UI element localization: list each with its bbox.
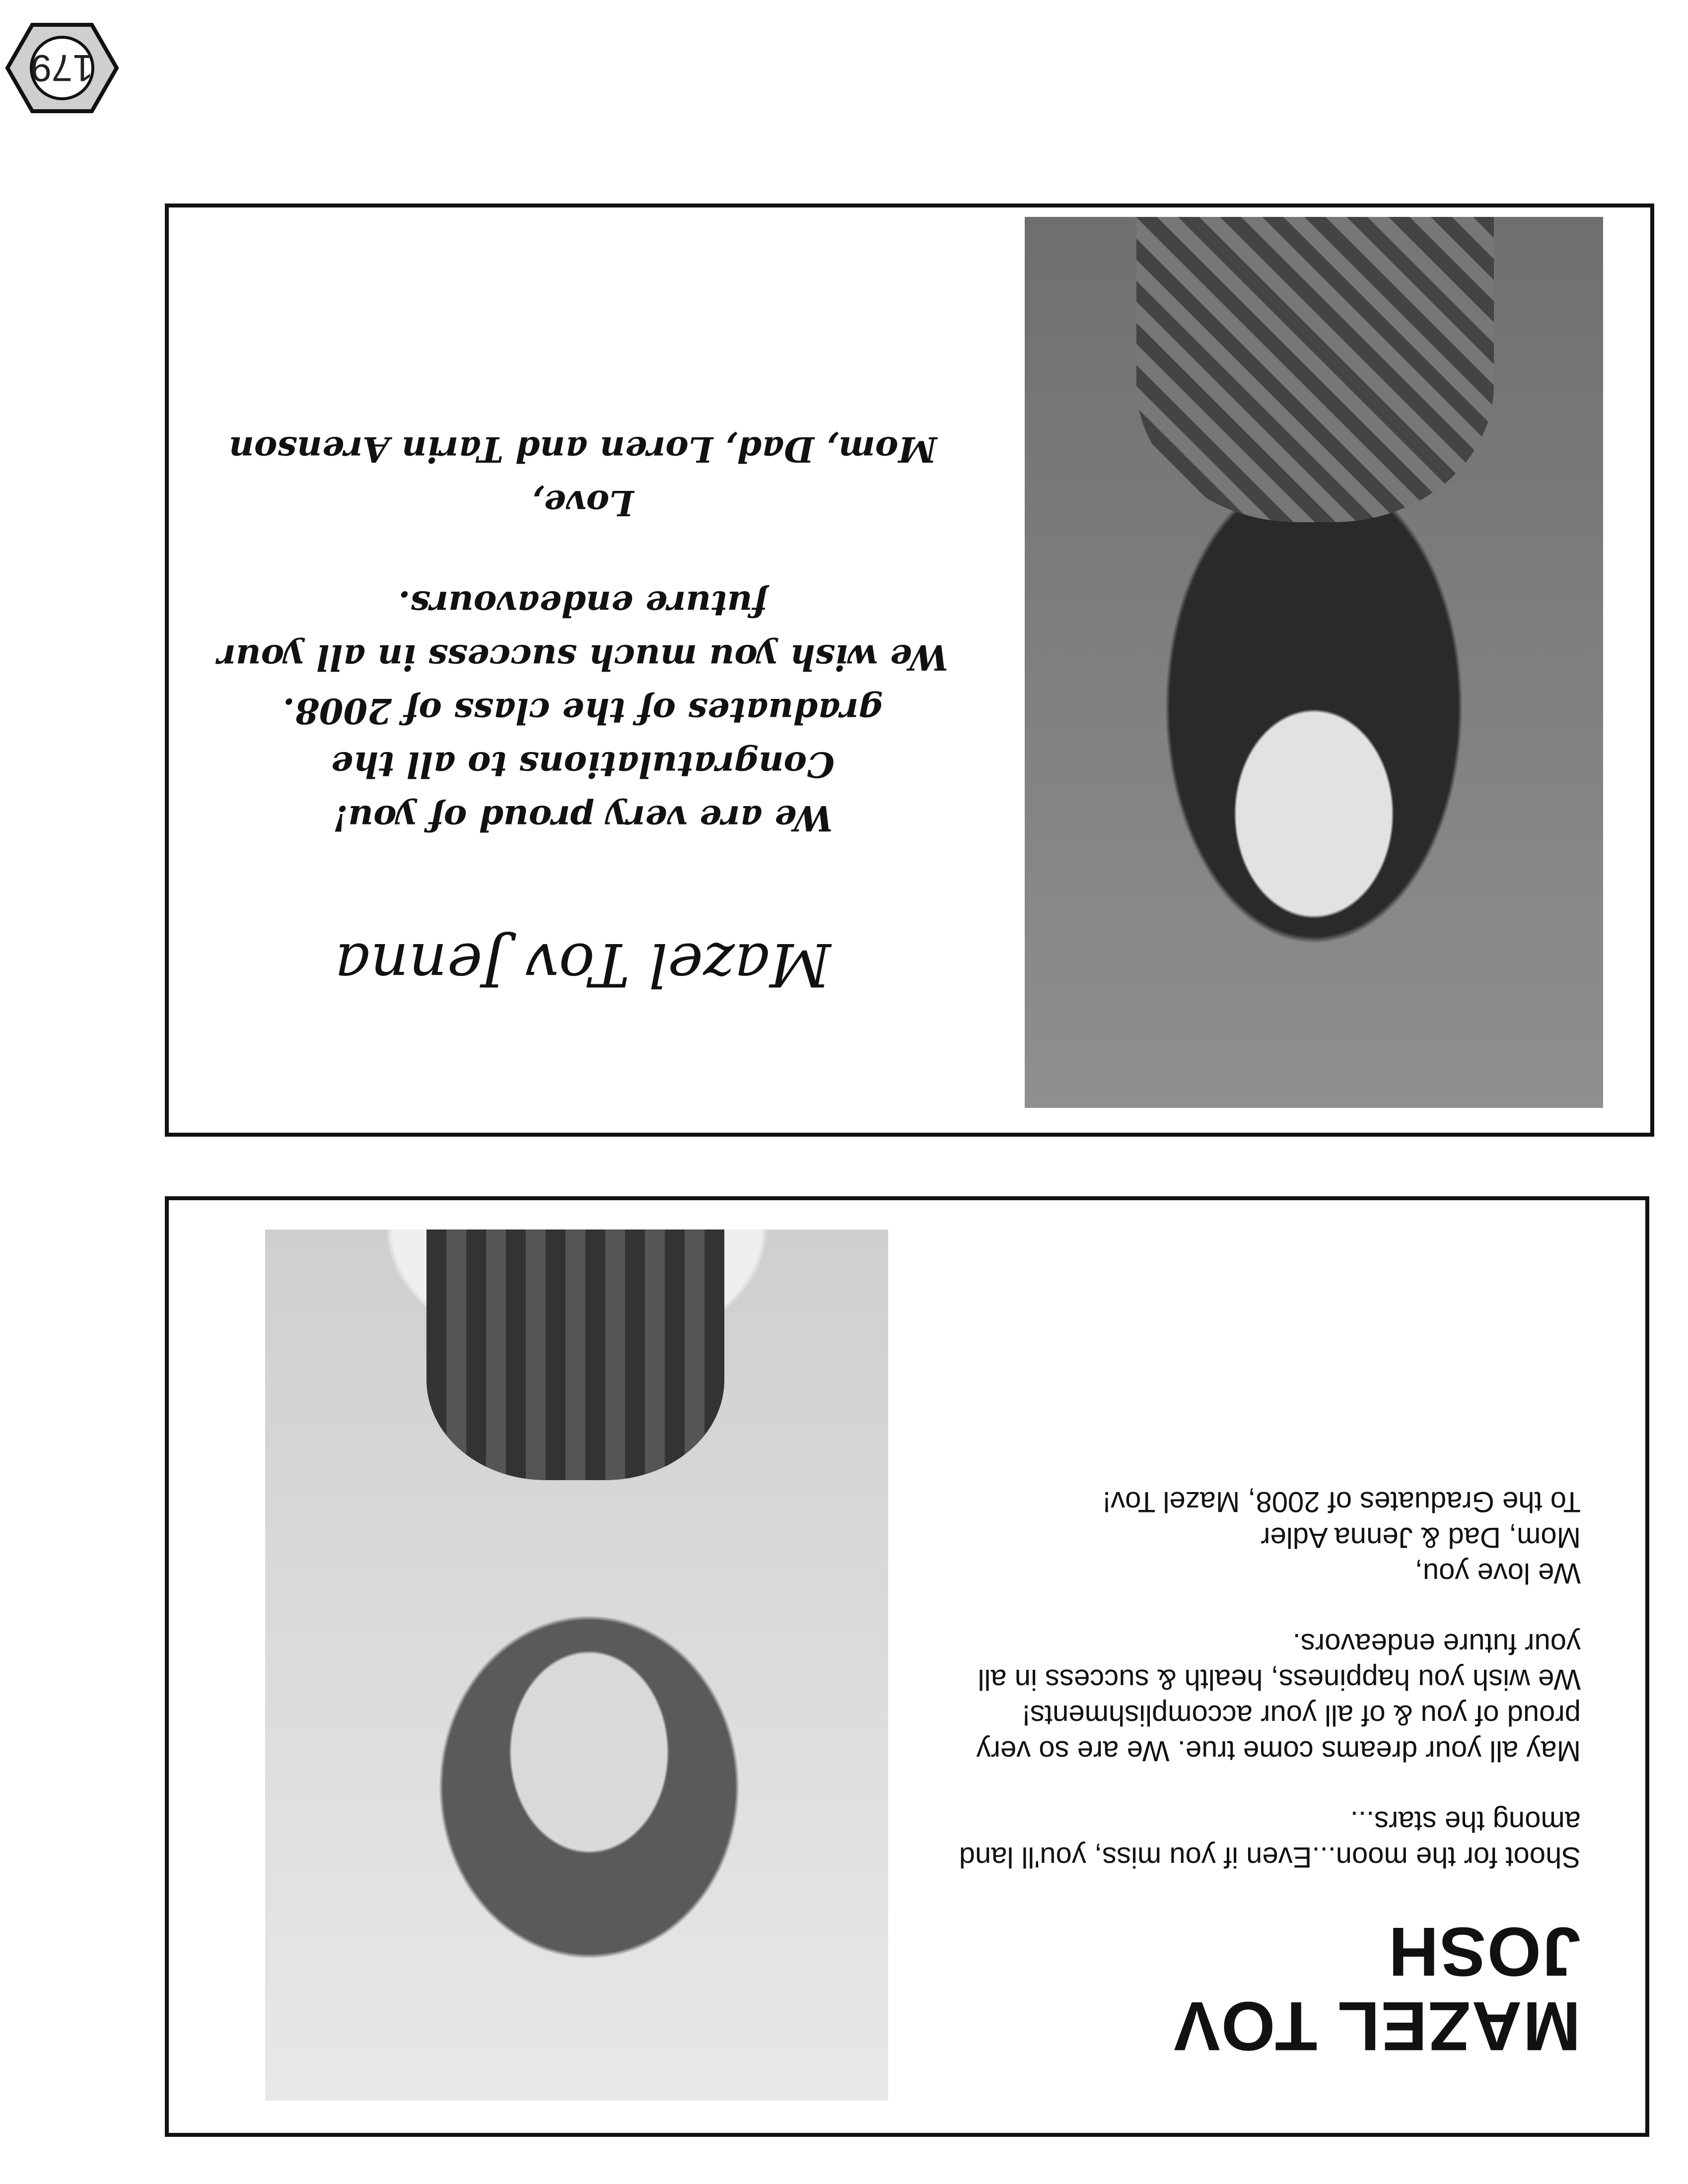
message-line: We wish you much success in all your bbox=[217, 637, 948, 678]
closing: We love you, bbox=[1414, 1557, 1581, 1589]
signoff bbox=[176, 422, 990, 530]
signoff bbox=[935, 1484, 1581, 1591]
josh-ad-text bbox=[935, 1449, 1581, 2103]
jenna-ad-body bbox=[176, 422, 990, 845]
signature: Mom, Dad, Loren and Tarin Arenson bbox=[229, 429, 937, 470]
message-line: We wish you happiness, health & success in all bbox=[978, 1663, 1581, 1696]
message bbox=[935, 1626, 1581, 1769]
message-line: Congratulations to all the bbox=[331, 744, 835, 785]
closing: Love, bbox=[532, 482, 634, 524]
page-number-badge bbox=[5, 21, 119, 115]
josh-photo bbox=[265, 1229, 888, 2101]
message-line: graduates of the class of 2008. bbox=[282, 690, 883, 732]
josh-ad-title bbox=[935, 1914, 1581, 2063]
message-line: future endeavours. bbox=[398, 583, 768, 624]
quote-line: Shoot for the moon...Even if you miss, you'll land bbox=[959, 1841, 1581, 1873]
jenna-ad-title: Mazel Tov Jenna bbox=[335, 930, 831, 999]
message-line: We are very proud of you! bbox=[333, 798, 833, 839]
quote-line: among the stars... bbox=[1350, 1805, 1581, 1838]
title-line: JOSH bbox=[1387, 1913, 1581, 1991]
footer-line: To the Graduates of 2008, Mazel Tov! bbox=[1103, 1486, 1581, 1518]
jenna-photo bbox=[1025, 217, 1603, 1108]
message-line: your future endeavors. bbox=[1292, 1628, 1581, 1660]
message-line: proud of you & of all your accomplishments! bbox=[1022, 1699, 1581, 1731]
josh-ad bbox=[165, 1196, 1649, 2137]
page-number: 179 bbox=[30, 47, 94, 89]
jenna-ad-text bbox=[176, 375, 990, 1133]
message bbox=[176, 577, 990, 845]
message-line: May all your dreams come true. We are so very bbox=[976, 1735, 1581, 1767]
signature: Mom, Dad & Jenna Adler bbox=[1261, 1521, 1581, 1554]
jenna-ad bbox=[165, 204, 1654, 1137]
quote bbox=[935, 1803, 1581, 1875]
title-line: MAZEL TOV bbox=[1173, 1987, 1581, 2065]
josh-ad-body bbox=[935, 1484, 1581, 1875]
